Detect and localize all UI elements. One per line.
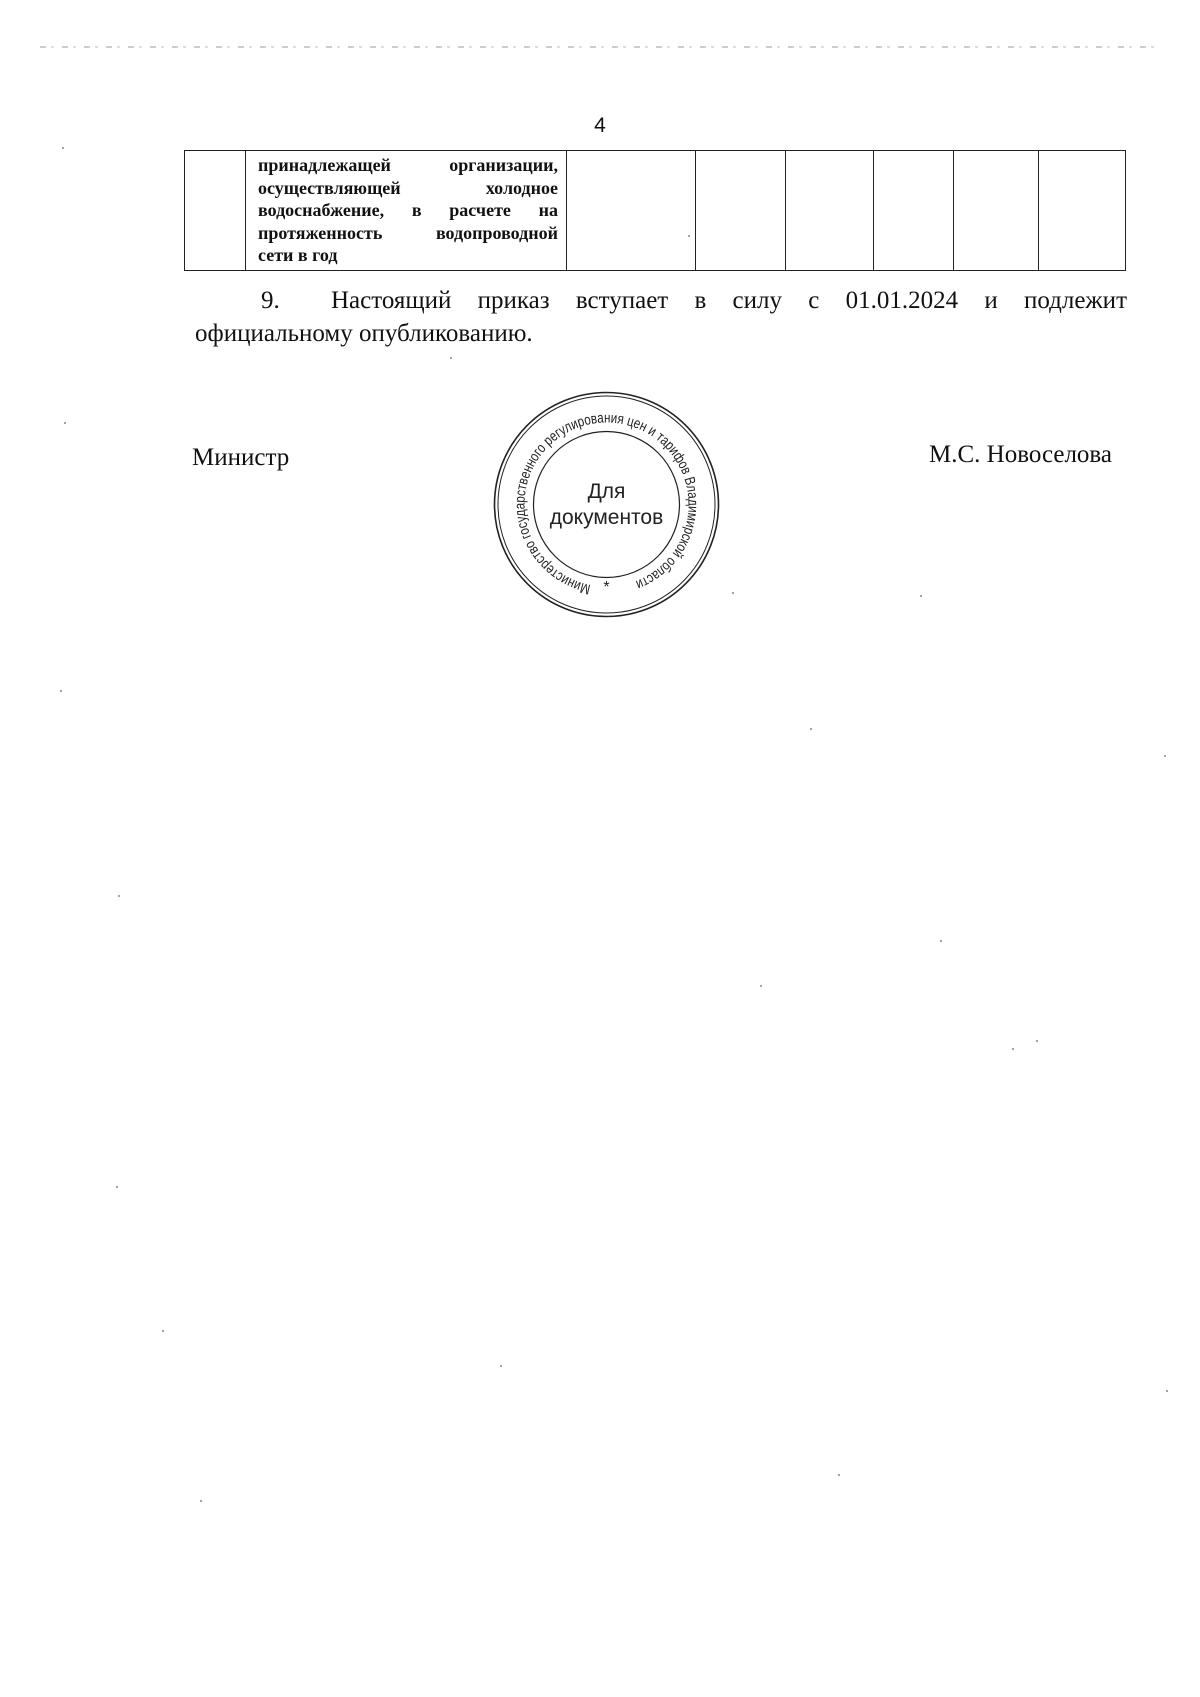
table-row [185,151,1126,271]
scan-speck [64,422,66,424]
page-number: 4 [594,114,606,137]
stamp-center-line-2: документов [549,506,664,529]
scan-speck [732,592,734,594]
scan-speck [810,728,812,730]
scan-speck [162,1330,164,1332]
clause-9 [195,284,1127,350]
table-continuation [184,150,1126,271]
scan-speck [760,985,762,987]
scan-speck [688,235,690,237]
scan-speck [1036,1040,1038,1042]
table-cell-description [246,151,567,271]
table-cell-value [874,151,954,271]
clause-number: 9. [261,287,280,314]
scan-speck [1166,1390,1168,1392]
table-cell-value [954,151,1039,271]
scan-speck [1164,755,1166,757]
scan-speck [838,1474,840,1476]
scan-speck [62,147,64,149]
scan-speck [920,595,922,597]
scan-speck [1012,1048,1014,1050]
scan-speck [200,1500,202,1502]
clause-line-1 [195,284,1127,317]
stamp-ring-text: Министерство государственного регулирования цен и тарифов Владимирской области [512,410,701,597]
table-cell-value [567,151,696,271]
stamp-center-line-1: Для [587,480,626,503]
table-cell-number [185,151,246,271]
table-cell-value [696,151,786,271]
scan-speck [940,940,942,942]
description-line: сети в год [258,245,338,265]
stamp-star: * [603,579,610,596]
scan-speck [116,1186,118,1188]
signatory-title: Министр [192,444,290,471]
table-cell-value [1039,151,1126,271]
official-stamp [490,388,723,621]
description-line: осуществляющей холодное [258,177,558,198]
description-line: протяженность водопроводной [258,222,558,243]
scan-speck [118,895,120,897]
scan-artifact-line [40,46,1160,48]
clause-text-line-1: Настоящий приказ вступает в силу с 01.01.2024 и подлежит [331,287,1127,314]
scan-speck [500,1365,502,1367]
description-line: принадлежащей организации, [258,155,558,175]
scan-speck [450,357,452,359]
table-cell-value [786,151,874,271]
clause-text-line-2: официальному опубликованию. [195,320,533,347]
signatory-name: М.С. Новоселова [928,441,1112,468]
description-line: водоснабжение, в расчете на [258,200,558,220]
scan-speck [60,690,62,692]
stamp-inner-ring [534,432,680,578]
